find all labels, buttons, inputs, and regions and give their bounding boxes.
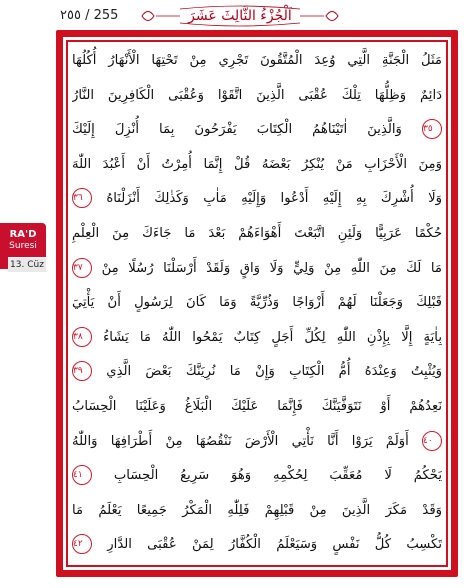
line-text: قَبْلِكَ وَجَعَلْنَا لَهُمْ أَزْوَاجًا وَذُرِّيَّةً وَمَا كَانَ لِرَسُولٍ أَنْ يَأْتِيَ [72,295,442,311]
ayah-marker: ٤٢ [72,534,92,554]
line-text: يَحْكُمُ لَا مُعَقِّبَ لِحُكْمِهِ وَهُوَ سَرِيعُ الْحِسَابِ [113,468,442,484]
line-text: مَا لَكَ مِنَ اللّٰهِ مِنْ وَلِيٍّ وَلَا وَاقٍ وَلَقَدْ أَرْسَلْنَا رُسُلًا مِنْ [101,260,442,276]
text-line [72,113,442,148]
line-text: نَعِدُهُمْ أَوْ نَتَوَفَّيَنَّكَ فَإِنَّمَا عَلَيْكَ الْبَلَاغُ وَعَلَيْنَا الْحِسَابُ [72,398,442,414]
text-line [72,217,442,252]
line-text: وَيُثْبِتُ وَعِنْدَهُ أُمُّ الْكِتَابِ وَإِنْ مَا نُرِيَنَّكَ بَعْضَ الَّذِي [106,364,442,380]
quran-text-block [72,44,442,564]
ayah-marker: ٣٩ [72,361,92,381]
line-text: أَوَلَمْ يَرَوْا أَنَّا نَأْتِي الْأَرْضَ نَنْقُصُهَا مِنْ أَطْرَافِهَا وَاللّٰهُ [72,433,409,449]
text-line [72,44,442,79]
text-line [72,286,442,321]
juz-header [140,3,340,29]
text-line [72,79,442,114]
sura-name-label: RA'D [9,229,37,240]
sura-subtitle-label: Suresi [9,241,37,251]
text-line [72,321,442,356]
line-text: تَكْسِبُ كُلُّ نَفْسٍ وَسَيَعْلَمُ الْكُفَّارُ لِمَنْ عُقْبَى الدَّارِ [107,537,442,553]
ayah-marker: ٣٨ [72,327,92,347]
text-line [72,252,442,287]
ayah-marker: ٣٧ [72,258,92,278]
line-text: وَقَدْ مَكَرَ الَّذِينَ مِنْ قَبْلِهِمْ فَلِلّٰهِ الْمَكْرُ جَمِيعًا يَعْلَمُ مَا [72,502,442,518]
ayah-marker: ٣٦ [72,188,92,208]
ayah-marker: ٤١ [72,465,92,485]
line-text: حُكْمًا عَرَبِيًّا وَلَئِنِ اتَّبَعْتَ أَهْوَاءَهُمْ بَعْدَ مَا جَاءَكَ مِنَ الْعِلْمِ [72,225,442,241]
text-line [72,355,442,390]
line-text: وَلَا أُشْرِكَ بِهِ إِلَيْهِ أَدْعُوا وَإِلَيْهِ مَاٰبِ وَكَذٰلِكَ أَنْزَلْنَاهُ [106,191,442,207]
ayah-marker: ٣٥ [422,119,442,139]
line-text: مَثَلُ الْجَنَّةِ الَّتِي وُعِدَ الْمُتَّقُونَ تَجْرِي مِنْ تَحْتِهَا الْأَنْهَارُ أُكُلُهَا [72,53,442,68]
text-line [72,182,442,217]
text-line [72,148,442,183]
text-line [72,459,442,494]
text-line [72,494,442,529]
text-line [72,390,442,425]
line-text: وَمِنَ الْأَحْزَابِ مَنْ يُنْكِرُ بَعْضَهُ قُلْ إِنَّمَا أُمِرْتُ أَنْ أَعْبُدَ اللّٰهَ [72,156,442,172]
ayah-marker: ٤٠ [422,431,442,451]
juz-title: اَلْجُزْءُ الثَّالِثَ عَشَرَ [188,8,292,24]
line-text: وَالَّذِينَ اٰتَيْنَاهُمُ الْكِتَابَ يَفْرَحُونَ بِمَا أُنْزِلَ إِلَيْكَ [72,122,402,138]
text-line [72,528,442,563]
page-number: ٢٥٥ / 255 [60,8,119,23]
text-line [72,425,442,460]
line-text: دَائِمٌ وَظِلُّهَا تِلْكَ عُقْبَى الَّذِينَ اتَّقَوْا وَعُقْبَى الْكَافِرِينَ النَّارُ [72,87,442,103]
juz-chip[interactable]: 13. Cüz [8,257,46,272]
line-text: بِاٰيَةٍ إِلَّا بِإِذْنِ اللّٰهِ لِكُلِّ أَجَلٍ كِتَابٌ يَمْحُوا اللّٰهُ مَا يَشَاءُ [103,329,442,345]
